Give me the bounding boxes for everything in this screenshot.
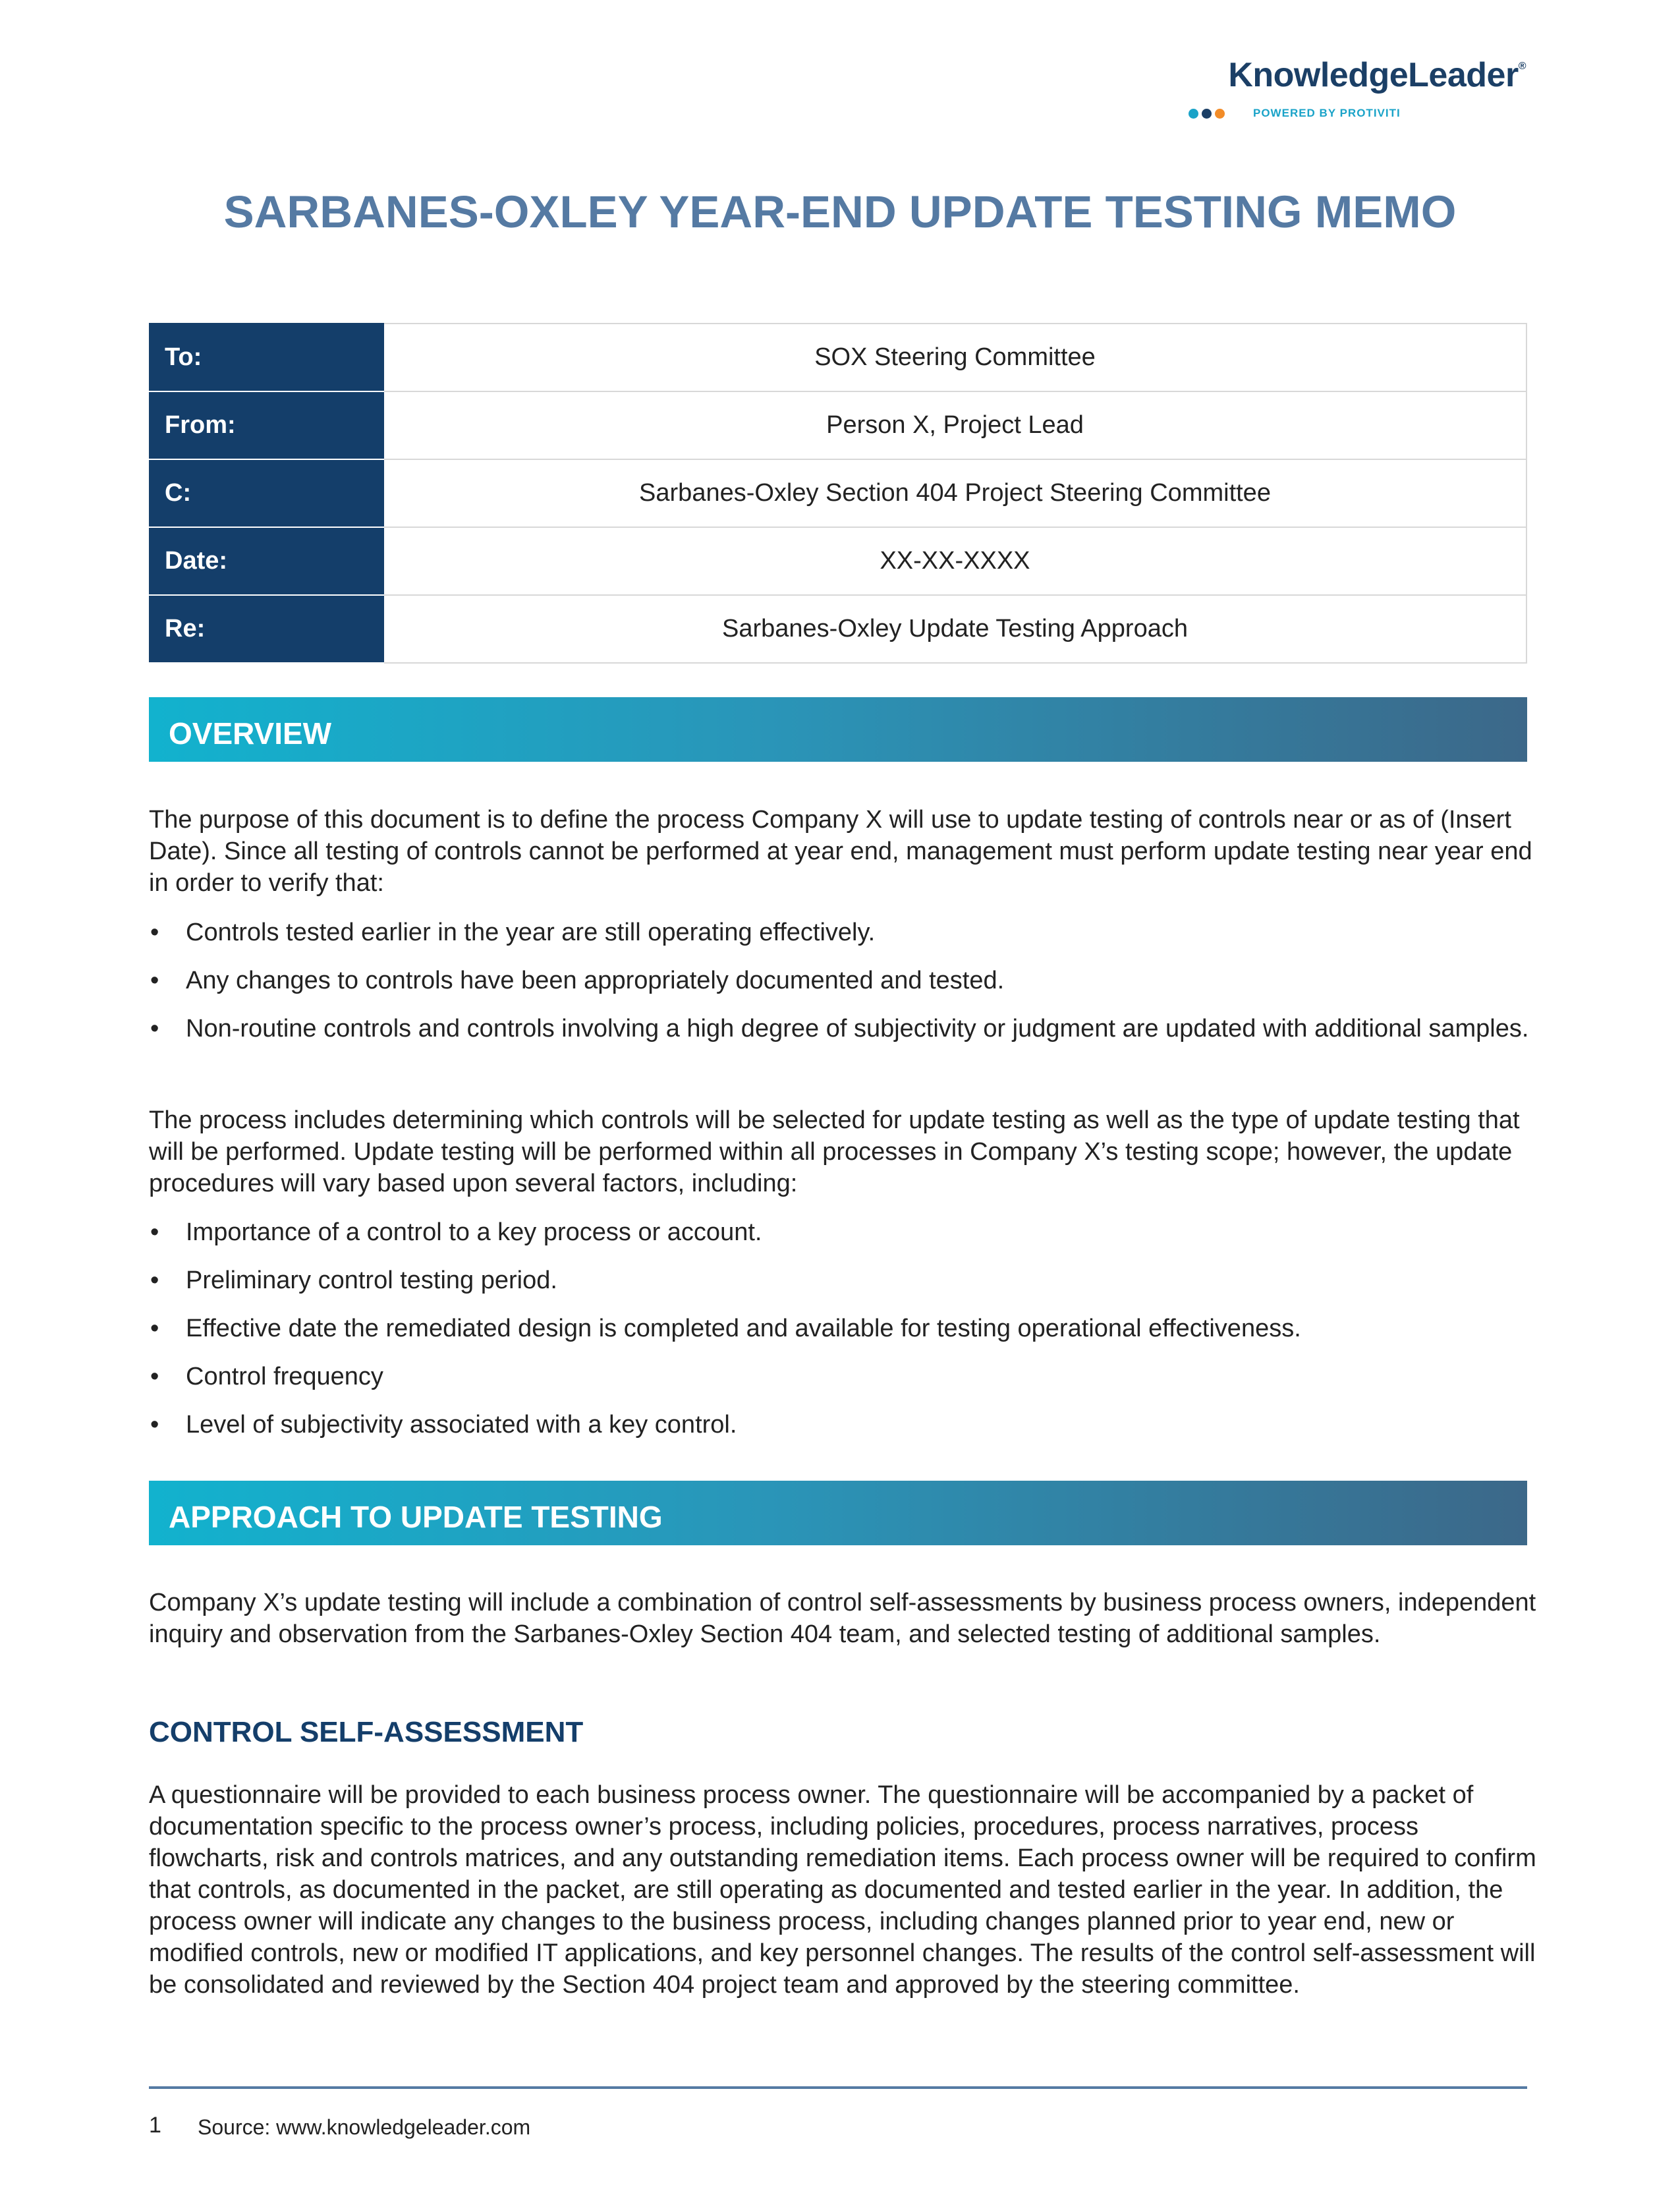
logo-dot-3 [1215, 109, 1225, 119]
list-item: • Non-routine controls and controls involving a high degree of subjectivity or judgment are updated with additional samples. [150, 1015, 1529, 1042]
overview-section-band [149, 697, 1527, 762]
list-item: • Controls tested earlier in the year are still operating effectively. [150, 919, 876, 946]
memo-label: Date: [150, 527, 383, 595]
memo-value: SOX Steering Committee [383, 324, 1526, 391]
overview-intro: The purpose of this document is to define the process Company X will use to update testing of controls near or as of (Insert Date). Since all testing of controls cannot be performed at year end, management must perform update testing near year end in order to verify that: [149, 806, 1532, 897]
list-item: • Control frequency [150, 1363, 383, 1390]
memo-row [150, 595, 1526, 663]
memo-label: From: [150, 391, 383, 459]
list-item: • Importance of a control to a key process or account. [150, 1218, 762, 1246]
list-item: • Effective date the remediated design is completed and available for testing operational effectiveness. [150, 1315, 1301, 1342]
memo-value: Person X, Project Lead [383, 391, 1526, 459]
overview-bullet-list-2 [149, 1216, 1539, 1441]
list-item: • Preliminary control testing period. [150, 1267, 557, 1294]
memo-header-table [149, 323, 1527, 664]
source-line: Source: www.knowledgeleader.com [198, 2115, 531, 2139]
memo-value: XX-XX-XXXX [383, 527, 1526, 595]
logo-dot-1 [1189, 109, 1198, 119]
control-self-assessment-heading: CONTROL SELF-ASSESSMENT [149, 1716, 584, 1748]
approach-heading: APPROACH TO UPDATE TESTING [169, 1500, 663, 1534]
approach-intro: Company X’s update testing will include a combination of control self-assessments by business process owners, independent inquiry and observation from the Sarbanes-Oxley Section 404 team, and selected testing of additional samples. [149, 1589, 1536, 1648]
list-item: • Level of subjectivity associated with a key control. [150, 1411, 737, 1439]
memo-value: Sarbanes-Oxley Update Testing Approach [383, 595, 1526, 663]
memo-label: To: [150, 324, 383, 391]
list-item: • Any changes to controls have been appropriately documented and tested. [150, 967, 1005, 994]
logo-dot-2 [1202, 109, 1212, 119]
overview-heading: OVERVIEW [169, 716, 332, 751]
overview-bullet-list-1 [149, 917, 1539, 1044]
memo-row [150, 324, 1526, 391]
knowledgeleader-logo [1183, 55, 1526, 128]
registered-mark: ® [1518, 61, 1526, 72]
footer-divider [149, 2086, 1527, 2089]
approach-section-band [149, 1481, 1527, 1545]
overview-process-paragraph: The process includes determining which controls will be selected for update testing as well as the type of update testing that will be performed. Update testing will be performed within all processes in Company X’s testing scope; however, the update procedures will vary based upon several factors, including: [149, 1106, 1520, 1197]
memo-row [150, 391, 1526, 459]
page-number: 1 [149, 2113, 161, 2138]
control-self-assessment-body: A questionnaire will be provided to each business process owner. The questionnaire will be accompanied by a packet of documentation specific to the process owner’s process, including policies, procedures, process narratives, process flowcharts, risk and controls matrices, and any outstanding remediation items. Each process owner will be required to confirm that controls, as documented in the packet, are still operating as documented and tested earlier in the year. In addition, the process owner will indicate any changes to the business process, including changes planned prior to year end, new or modified controls, new or modified IT applications, and key personnel changes. The results of the control self-assessment will be consolidated and reviewed by the Section 404 project team and approved by the steering committee. [149, 1781, 1536, 1999]
memo-value: Sarbanes-Oxley Section 404 Project Steering Committee [383, 459, 1526, 527]
memo-label: C: [150, 459, 383, 527]
memo-row [150, 527, 1526, 595]
memo-row [150, 459, 1526, 527]
logo-wordmark: KnowledgeLeader [1228, 56, 1519, 94]
memo-label: Re: [150, 595, 383, 663]
document-title: SARBANES-OXLEY YEAR-END UPDATE TESTING MEMO [223, 186, 1457, 237]
powered-by-text: POWERED BY PROTIVITI [1253, 107, 1401, 119]
